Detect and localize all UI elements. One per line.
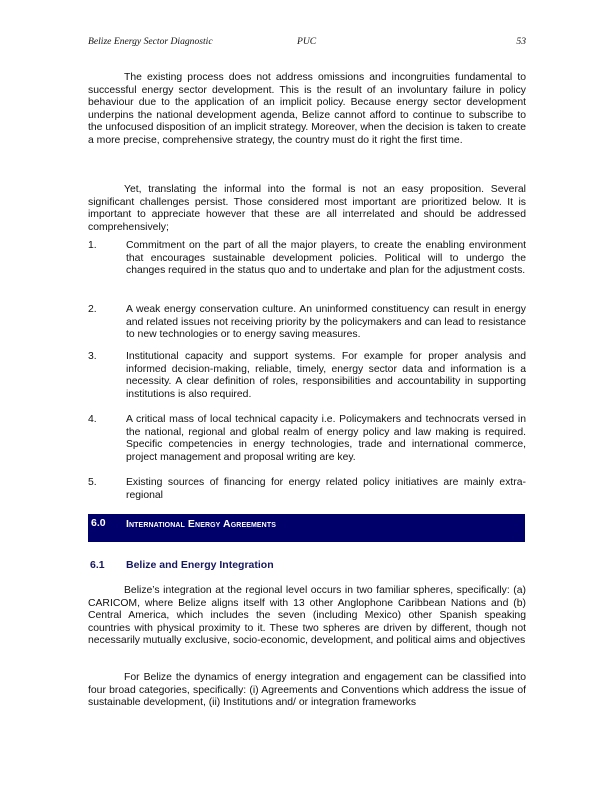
list-number: 2. bbox=[88, 304, 97, 315]
page-number: 53 bbox=[516, 36, 526, 47]
list-text: A critical mass of local technical capacity i.e. Policymakers and technocrats versed in the national, regional and global realm of energy policy and law making is required. Specific competencies in energy technologies, trade and international commerce, project management and proposal writing are key. bbox=[126, 414, 526, 463]
section-heading-banner bbox=[88, 514, 525, 542]
paragraph bbox=[88, 184, 526, 234]
paragraph-text: Belize’s integration at the regional level occurs in two familiar spheres, specifically: (a) CARICOM, where Belize aligns itself with 13 other Anglophone Caribbean Nations and (b) Central America, which includes the seven (including Mexico) other Spanish speaking countries with physical proximity to it. These two spheres are driven by different, though not necessarily mutually exclusive, socio-economic, development, and political aims and objectives bbox=[88, 585, 526, 647]
list-text: Existing sources of financing for energy related policy initiatives are mainly extra-regional bbox=[126, 477, 526, 501]
list-number: 5. bbox=[88, 477, 97, 488]
paragraph bbox=[88, 585, 526, 648]
list-text: Commitment on the part of all the major players, to create the enabling environment that encourages sustainable development policies. Political will to undergo the changes required in the status quo and to undertake and plan for the adjustment costs. bbox=[126, 240, 526, 277]
paragraph bbox=[88, 672, 526, 710]
section-number: 6.0 bbox=[91, 517, 106, 529]
list-text: A weak energy conservation culture. An uninformed constituency can result in energy and related issues not receiving priority by the policymakers and can lead to resistance to new technologies or to energy saving measures. bbox=[126, 304, 526, 341]
subsection-number: 6.1 bbox=[90, 559, 105, 571]
paragraph-text: The existing process does not address omissions and incongruities fundamental to successful energy sector development. This is the result of an involuntary failure in policy behaviour due to the application of an implicit policy. Because energy sector development underpins the national development agenda, Belize cannot afford to continue to subscribe to the unfocused disposition of an implicit strategy. Moreover, when the decision is taken to create a more precise, comprehensive strategy, the country must do it right the first time. bbox=[88, 72, 526, 146]
organization-name: PUC bbox=[297, 36, 317, 47]
paragraph-text: Yet, translating the informal into the formal is not an easy proposition. Several significant challenges persist. Those considered most important are prioritized below. It is important to appreciate however that these are all interrelated and should be addressed comprehensively; bbox=[88, 184, 526, 233]
page-header bbox=[88, 36, 526, 50]
list-number: 4. bbox=[88, 414, 97, 425]
list-text: Institutional capacity and support systems. For example for proper analysis and informed decision-making, reliable, timely, energy sector data and information is a necessity. A clear definition of roles, responsibilities and accountability in supporting institutions is also required. bbox=[126, 351, 526, 400]
list-number: 1. bbox=[88, 240, 97, 251]
subsection-title: Belize and Energy Integration bbox=[126, 559, 274, 571]
paragraph-text: For Belize the dynamics of energy integration and engagement can be classified into four broad categories, specifically: (i) Agreements and Conventions which address the issue of sustainable development, (ii) Institutions and/ or integration frameworks bbox=[88, 672, 526, 709]
list-number: 3. bbox=[88, 351, 97, 362]
document-title: Belize Energy Sector Diagnostic bbox=[88, 36, 213, 47]
section-title: International Energy Agreements bbox=[126, 518, 276, 530]
paragraph bbox=[88, 72, 526, 148]
